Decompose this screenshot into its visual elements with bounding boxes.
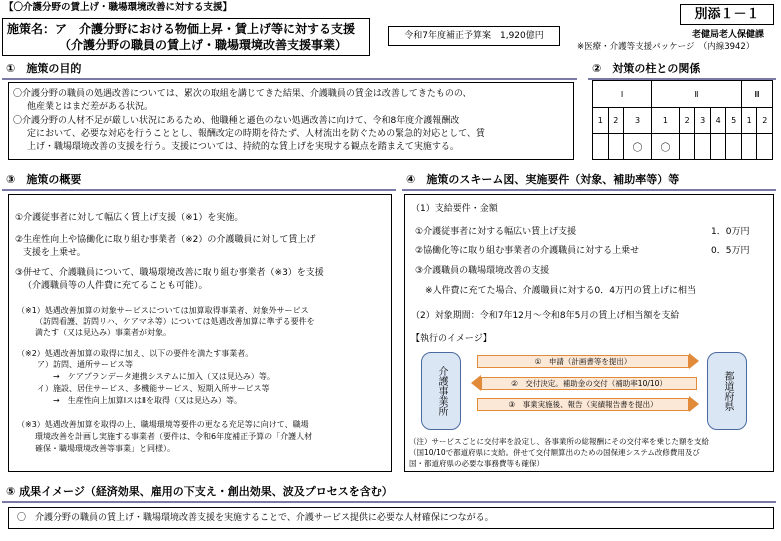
pillar-table	[592, 80, 773, 160]
section1-header	[2, 61, 577, 80]
pillar-num: 2	[679, 108, 695, 134]
overview-item2-l2: 支援を上乗せ。	[23, 248, 86, 258]
overview-item3-l2: （介護職員等の人件費に充てることも可能）。	[23, 281, 208, 291]
policy-title-box	[2, 18, 370, 56]
section1-box	[8, 82, 574, 160]
pillar-num: 1	[741, 108, 757, 134]
pillar-num: 2	[757, 108, 773, 134]
pillar-num: 1	[593, 108, 609, 134]
purpose-p1-l2: 他産業とはまだ差がある状況。	[27, 102, 154, 112]
top-caption: 【〇介護分野の賃上げ・職場環境改善に対する支援】	[4, 2, 233, 13]
outcome-box: 〇 介護分野の職員の賃上げ・職場環境改善支援を実施することで、介護サービス提供に必要な人材確保につながる。	[8, 507, 774, 529]
note3-l2: 環境改善を計画し実施する事業者（要件は、令和6年度補正予算の「介護人材	[35, 432, 313, 441]
section3-box	[8, 194, 392, 472]
pillar-num: 2	[608, 108, 624, 134]
purpose-p1-l1: 〇介護分野の職員の処遇改善については、累次の取組を講じてきた結果、介護職員の賃金は改善してきたものの、	[13, 89, 472, 99]
note2-l2: ア）訪問、通所サービス等	[37, 360, 133, 369]
pillar-mark: 〇	[624, 134, 652, 160]
overview-item2-l1: ②生産性向上や協働化に取り組む事業者（※2）の介護職員に対して賃上げ	[15, 235, 316, 245]
section4-title: ④ 施策のスキーム図、実施要件（対象、補助率等）等	[406, 173, 680, 186]
note2-l1: （※2）処遇改善加算の取得に加え、以下の要件を満たす事業者。	[17, 349, 254, 358]
note1-l2: （訪問看護、訪問リハ、ケアマネ等）については処遇改善加算に準ずる要件を	[35, 317, 315, 326]
pillar-num: 1	[651, 108, 679, 134]
execution-image-heading: 【執行のイメージ】	[411, 334, 492, 344]
note1-l1: （※1）処遇改善加算の対象サービスについては加算取得事業者、対象外サービス	[17, 306, 309, 315]
pillar-mark	[726, 134, 742, 160]
bureau-label: 老健局老人保健課	[692, 30, 765, 40]
purpose-p2-l3: 上げ・職場環境改善の支援を行う。支援については、持続的な賃上げを実現する観点を踏まえて実施する。	[27, 142, 459, 152]
pillar-mark	[593, 134, 609, 160]
scheme-note-l2: （国10/10で都道府県に支給。併せて交付額算出のための国保連システム改修費用及び	[409, 448, 700, 457]
overview-item3-l1: ③併せて、介護職員について、職場環境改善に取り組む事業者（※3）を支援	[15, 268, 324, 278]
req3-note: ※人件費に充てた場合、介護職員に対する0．4万円の賃上げに相当	[425, 286, 696, 296]
pillar-group-1: Ⅰ	[593, 81, 652, 108]
req1-label: ①介護従事者に対する幅広い賃上げ支援	[415, 227, 577, 237]
pillar-mark	[710, 134, 726, 160]
section5-title: ⑤ 成果イメージ（経済効果、雇用の下支え・創出効果、波及プロセスを含む）	[6, 485, 393, 498]
pillar-mark	[757, 134, 773, 160]
policy-title-line2: （介護分野の職員の賃上げ・職場環境改善支援事業）	[59, 38, 348, 52]
pillar-mark	[608, 134, 624, 160]
overview-item1: ①介護従事者に対して幅広く賃上げ支援（※1）を実施。	[15, 213, 244, 223]
note2-l5: → 生産性向上加算ⅠスはⅡを取得（又は見込み）等。	[53, 396, 242, 405]
req2-value: 0．5万円	[711, 246, 750, 256]
note3-l3: 確保・職場環境改善等事業」と同様）。	[35, 444, 175, 453]
arrow-application: ① 申請（計画書等を提出）	[477, 355, 689, 368]
pillar-group-2: Ⅱ	[651, 81, 741, 108]
arrow-application-head	[689, 353, 699, 369]
pillar-num: 3	[695, 108, 711, 134]
budget-box: 令和7年度補正予算案 1,920億円	[388, 26, 560, 46]
pillar-mark: 〇	[651, 134, 679, 160]
pillar-num: 5	[726, 108, 742, 134]
package-label: ※医療・介護等支援パッケージ （内線3942）	[577, 42, 755, 52]
pillar-num: 4	[710, 108, 726, 134]
arrow-grant: ② 交付決定。補助金の交付（補助率10/10）	[481, 377, 697, 390]
section4-box	[404, 194, 774, 472]
policy-title-line1: 施策名：ア 介護分野における物価上昇・賃上げ等に対する支援	[7, 22, 356, 36]
note1-l3: 満たす（又は見込み）事業者が対象。	[35, 328, 171, 337]
note2-l4: イ）施設、居住サービス、多機能サービス、短期入所サービス等	[37, 384, 270, 393]
req3-label: ③介護職員の職場環境改善の支援	[415, 266, 550, 276]
arrow-report: ③ 事業実施後、報告（実績報告書を提出）	[477, 398, 689, 411]
attachment-label: 別添１－１	[680, 4, 774, 25]
purpose-p2-l1: 〇介護分野の人材不足が厳しい状況にあるため、他職種と遜色のない処遇改善に向けて、令和8年度介護報酬改	[13, 116, 460, 126]
target-period: （2）対象期間：令和7年12月～令和8年5月の賃上げ相当額を支給	[411, 311, 680, 321]
care-provider-actor: 介護事業所	[421, 352, 461, 430]
purpose-p2-l2: 定において、必要な対応を行うこととし、報酬改定の時期を待たず、人材流出を防ぐための緊急的対応として、賃	[27, 129, 485, 139]
scheme-note-l1: （注）サービスごとに交付率を設定し、各事業所の総報酬にその交付率を乗じた額を支給	[409, 437, 709, 446]
pillar-num: 3	[624, 108, 652, 134]
section3-title: ③ 施策の概要	[6, 173, 82, 186]
req-heading: （1）支給要件・金額	[411, 204, 498, 214]
arrow-report-head	[689, 396, 699, 412]
arrow-grant-head	[471, 375, 481, 391]
req1-value: 1．0万円	[711, 227, 750, 237]
pillar-mark	[695, 134, 711, 160]
note3-l1: （※3）処遇改善加算を取得の上、職場環境等要件の更なる充足等に向けて、職場	[17, 420, 309, 429]
req2-label: ②協働化等に取り組む事業者の介護職員に対する上乗せ	[415, 246, 640, 256]
prefecture-actor: 都道府県	[707, 352, 747, 430]
pillar-mark	[679, 134, 695, 160]
note2-l3: → ケアプランデータ連携システムに加入（又は見込み）等。	[53, 372, 275, 381]
pillar-group-3: Ⅲ	[741, 81, 772, 108]
section2-title: ② 対策の柱との関係	[592, 62, 701, 75]
section1-title: ① 施策の目的	[6, 62, 82, 75]
scheme-note-l3: 国・都道府県の必要な事務費等も確保）	[409, 459, 544, 468]
pillar-mark	[741, 134, 757, 160]
